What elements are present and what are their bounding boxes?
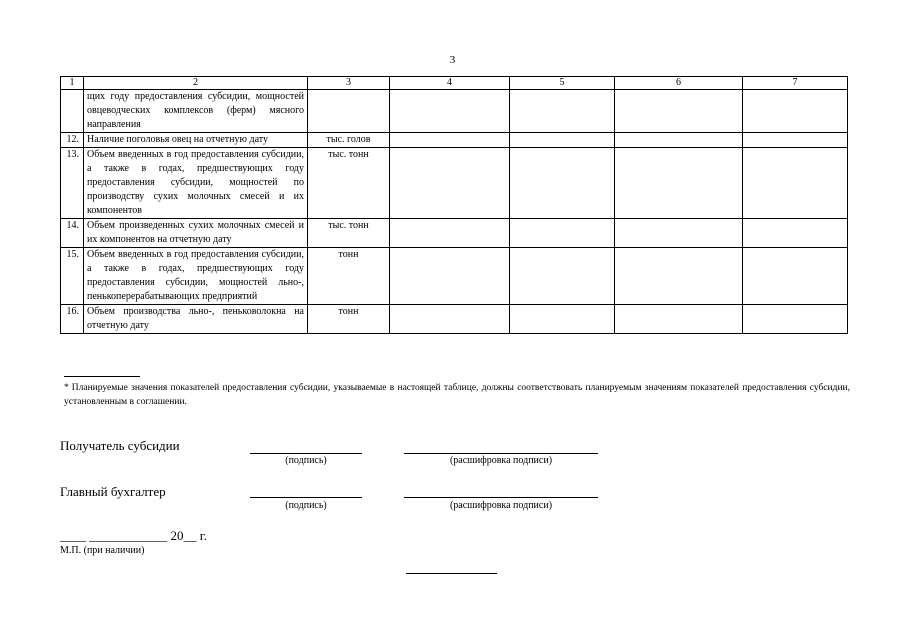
value-cell [510, 90, 615, 133]
accountant-signature-line [250, 497, 362, 498]
column-header: 4 [390, 77, 510, 90]
value-cell [615, 133, 743, 148]
table-row [61, 133, 848, 148]
value-cell [390, 305, 510, 334]
indicator-name: Объем введенных в год предоставления субсидии, а также в годах, предшествующих году предоставления субсидии, мощностей по производству сухих молочных смесей и их компонентов [84, 148, 308, 219]
unit-of-measure: тыс. тонн [308, 219, 390, 248]
footnote-text: Планируемые значения показателей предоставления субсидии, указываемые в настоящей таблице, должны соответствовать планируемым значениям показателей предоставления субсидии, установленным в соглашении. [64, 383, 850, 407]
value-cell [743, 148, 848, 219]
column-header: 3 [308, 77, 390, 90]
table-row [61, 148, 848, 219]
footnote-separator [64, 376, 140, 377]
column-header: 5 [510, 77, 615, 90]
indicator-name: щих году предоставления субсидии, мощностей овцеводческих комплексов (ферм) мясного направления [84, 90, 308, 133]
row-number: 13. [61, 148, 84, 219]
value-cell [390, 90, 510, 133]
value-cell [615, 219, 743, 248]
stamp-note: М.П. (при наличии) [60, 545, 145, 556]
row-number [61, 90, 84, 133]
unit-of-measure: тонн [308, 305, 390, 334]
value-cell [510, 133, 615, 148]
end-separator [406, 573, 497, 574]
indicator-name: Объем введенных в год предоставления субсидии, а также в годах, предшествующих году предоставления субсидии, мощностей льно-, пенькоперерабатывающих предприятий [84, 248, 308, 305]
footnote-mark: * [64, 383, 69, 393]
value-cell [615, 90, 743, 133]
value-cell [390, 248, 510, 305]
table-row [61, 219, 848, 248]
accountant-transcript-caption: (расшифровка подписи) [449, 500, 553, 511]
recipient-signature-line [250, 453, 362, 454]
row-number: 16. [61, 305, 84, 334]
value-cell [390, 133, 510, 148]
value-cell [743, 90, 848, 133]
table-row [61, 90, 848, 133]
value-cell [510, 305, 615, 334]
accountant-label: Главный бухгалтер [60, 484, 166, 499]
column-header: 7 [743, 77, 848, 90]
date-line: ____ ____________ 20__ г. [60, 528, 207, 543]
page-number: 3 [449, 54, 456, 66]
value-cell [510, 148, 615, 219]
row-number: 15. [61, 248, 84, 305]
row-number: 14. [61, 219, 84, 248]
value-cell [743, 219, 848, 248]
value-cell [510, 219, 615, 248]
recipient-transcript-line [404, 453, 598, 454]
unit-of-measure: тыс. голов [308, 133, 390, 148]
table-row [61, 305, 848, 334]
value-cell [743, 133, 848, 148]
value-cell [615, 148, 743, 219]
value-cell [615, 305, 743, 334]
accountant-signature-caption: (подпись) [285, 500, 327, 511]
value-cell [743, 248, 848, 305]
footnote [64, 381, 850, 409]
value-cell [510, 248, 615, 305]
indicator-name: Наличие поголовья овец на отчетную дату [84, 133, 308, 148]
indicator-name: Объем производства льно-, пеньковолокна на отчетную дату [84, 305, 308, 334]
recipient-signature-caption: (подпись) [285, 455, 327, 466]
indicator-name: Объем произведенных сухих молочных смесей и их компонентов на отчетную дату [84, 219, 308, 248]
value-cell [743, 305, 848, 334]
value-cell [390, 148, 510, 219]
column-header: 6 [615, 77, 743, 90]
table-header-row [61, 77, 848, 90]
unit-of-measure: тыс. тонн [308, 148, 390, 219]
indicators-table [60, 76, 848, 334]
table-row [61, 248, 848, 305]
recipient-transcript-caption: (расшифровка подписи) [449, 455, 553, 466]
accountant-transcript-line [404, 497, 598, 498]
unit-of-measure [308, 90, 390, 133]
recipient-label: Получатель субсидии [60, 438, 180, 453]
column-header: 1 [61, 77, 84, 90]
value-cell [615, 248, 743, 305]
column-header: 2 [84, 77, 308, 90]
unit-of-measure: тонн [308, 248, 390, 305]
row-number: 12. [61, 133, 84, 148]
value-cell [390, 219, 510, 248]
